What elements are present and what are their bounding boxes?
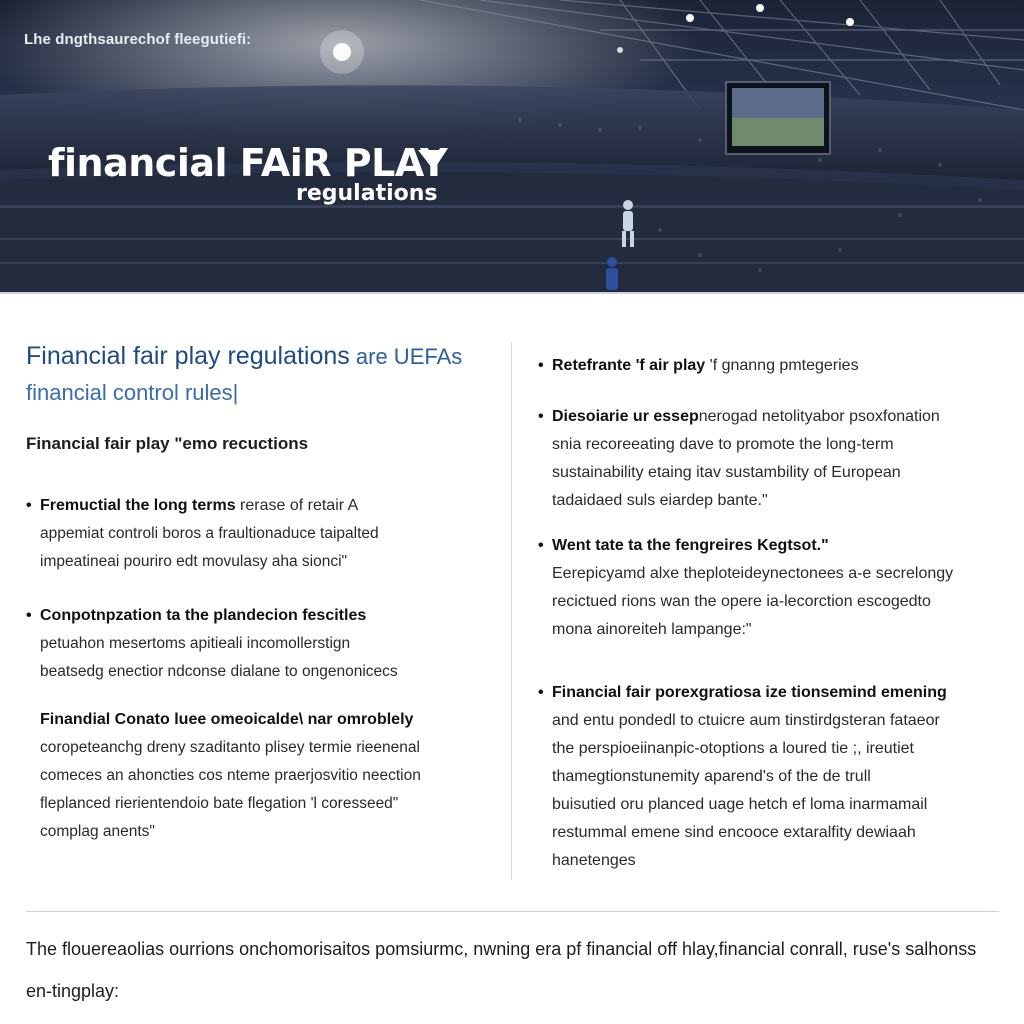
bullet-icon: •	[538, 537, 544, 554]
list-item-line: snia recoreeating dave to promote the long-term	[552, 436, 894, 453]
list-item-line: mona ainoreiteh lampange:"	[552, 621, 752, 638]
list-item-line: sustainability etaing itav sustambility of European	[552, 464, 901, 481]
list-item-heading-text: Finandial Conato luee omeoicalde\ nar omroblely	[40, 711, 414, 728]
triangle-icon	[418, 150, 446, 168]
list-item-line: tadaidaed suls eiardep bante."	[552, 492, 768, 509]
list-item-line: recictued rions wan the opere ia-lecorction escogedto	[552, 593, 931, 610]
list-item-heading	[538, 352, 1008, 380]
intro-heading-tail: are UEFAs	[349, 344, 463, 369]
list-item	[538, 352, 1008, 380]
list-item-heading	[538, 532, 1008, 560]
bullet-icon: •	[538, 357, 544, 374]
list-item-heading-rest: 'f gnanng pmtegeries	[705, 357, 859, 374]
list-item-line: impeatineai pouriro edt movulasy aha sionci"	[40, 553, 348, 570]
list-item-heading	[26, 492, 496, 520]
list-item-heading-text: Retefrante 'f air play	[552, 357, 706, 374]
list-item-heading-rest: nerogad netolityabor psoxfonation	[698, 408, 940, 425]
list-item-line: buisutied oru planced uage hetch ef loma inarmamail	[552, 796, 928, 813]
list-item-line: restummal emene sind encooce extaralfity dewiaah	[552, 824, 916, 841]
list-item-heading	[538, 679, 1008, 707]
hero-divider	[0, 292, 1024, 294]
list-item-heading-text: Financial fair porexgratiosa ize tionsemind emening	[552, 684, 947, 701]
list-item-heading-text: Went tate ta the fengreires Kegtsot."	[552, 537, 829, 554]
footer-divider	[26, 911, 999, 912]
list-item-line: hanetenges	[552, 852, 636, 869]
section-subheading: Financial fair play "emo recuctions	[26, 434, 309, 453]
list-item-heading	[538, 403, 1008, 431]
list-item-line: appemiat controli boros a fraultionaduce taipalted	[40, 525, 379, 542]
bullet-icon: •	[538, 408, 544, 425]
bullet-icon: •	[26, 607, 32, 624]
list-item	[538, 679, 1008, 875]
list-item	[26, 706, 496, 846]
list-item-heading-text: Conpotnpzation ta the plandecion fescitles	[40, 607, 367, 624]
column-divider	[511, 342, 512, 880]
intro-heading	[26, 340, 496, 412]
list-item-line: coropeteanchg dreny szaditanto plisey termie rieenenal	[40, 739, 420, 756]
list-item-line: thamegtionstunemity aparend's of the de trull	[552, 768, 871, 785]
list-item-line: and entu pondedl to ctuicre aum tinstirdgsteran fataeor	[552, 712, 940, 729]
list-item-heading-text: Diesoiarie ur essep	[552, 408, 699, 425]
footer-paragraph: The flouereaolias ourrions onchomorisaitos pomsiurmc, nwning era pf financial off hlay,financial conrall, ruse's salhonss en-tingplay:	[26, 939, 977, 1001]
list-item-line: complag anents"	[40, 823, 155, 840]
intro-heading-main: Financial fair play regulations	[26, 342, 350, 370]
list-item-line: petuahon mesertoms apitieali incomollerstign	[40, 635, 351, 652]
hero-title: financial FAiR PLAY	[48, 141, 448, 185]
left-column	[26, 340, 496, 840]
hero-banner	[0, 0, 1024, 292]
bullet-icon: •	[26, 497, 32, 514]
list-item	[538, 532, 1008, 644]
list-item-line: fleplanced rierientendoio bate flegation 'l coresseed"	[40, 795, 399, 812]
list-item	[538, 403, 1008, 515]
hero-caption: Lhe dngthsaurechof fleegutiefi:	[24, 31, 252, 48]
list-item-line: Eerepicyamd alxe theploteideynectonees a-e secrelongy	[552, 565, 954, 582]
intro-heading-line2: financial control rules|	[26, 380, 239, 405]
list-item-line: beatsedg enectior ndconse dialane to ongenonicecs	[40, 663, 398, 680]
list-item-heading-text: Fremuctial the long terms	[40, 497, 236, 514]
list-item-heading	[26, 602, 496, 630]
list-item	[26, 602, 496, 686]
hero-subtitle: regulations	[296, 181, 438, 206]
list-item-line: the perspioeiinanpic-otoptions a loured tie ;, ireutiet	[552, 740, 914, 757]
list-item-heading	[26, 706, 496, 734]
bullet-icon: •	[538, 684, 544, 701]
list-item	[26, 492, 496, 576]
list-item-line: comeces an ahoncties cos nteme praerjosvitio neection	[40, 767, 421, 784]
list-item-heading-rest: rerase of retair A	[235, 497, 359, 514]
